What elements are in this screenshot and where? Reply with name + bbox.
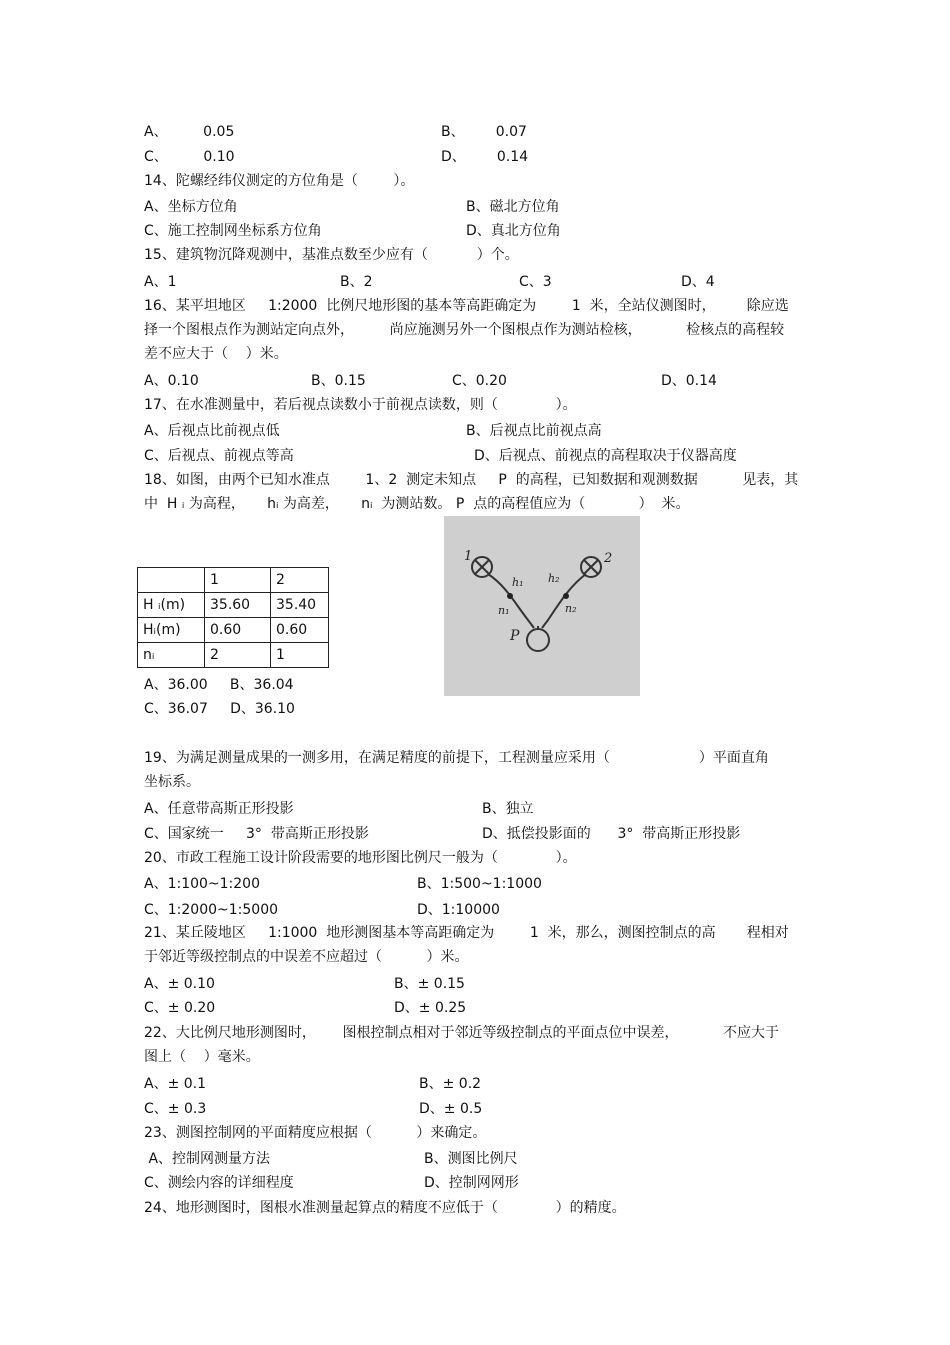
text-line: A、 0.05 — [144, 124, 235, 140]
text-line: D、真北方位角 — [466, 223, 561, 239]
text-line: 21、某丘陵地区 1:1000 地形测图基本等高距确定为 1 米，那么，测图控制点的高 程相对 — [144, 925, 789, 941]
text-line: B、独立 — [482, 801, 534, 817]
text-line: 中 H ᵢ 为高程， hᵢ 为高差， nᵢ 为测站数。 P 点的高程值应为（ ） 米。 — [144, 496, 690, 512]
table-cell: 0.60 — [205, 618, 271, 643]
leveling-route-figure — [444, 516, 640, 696]
table-cell: 35.60 — [205, 593, 271, 618]
text-line: C、测绘内容的详细程度 — [144, 1175, 294, 1191]
label-h2: h₂ — [548, 572, 560, 585]
table-cell: nᵢ — [138, 643, 205, 668]
text-line: D、控制网网形 — [424, 1175, 519, 1191]
text-line: C、后视点、前视点等高 — [144, 448, 294, 464]
benchmark-1-icon — [472, 557, 492, 577]
text-line: 14、陀螺经纬仪测定的方位角是（ ）。 — [144, 173, 415, 189]
text-line: C、3 — [519, 274, 552, 290]
text-line: B、磁北方位角 — [466, 199, 560, 215]
text-line: 20、市政工程施工设计阶段需要的地形图比例尺一般为（ ）。 — [144, 850, 577, 866]
label-2: 2 — [604, 551, 613, 566]
text-line: 22、大比例尺地形测图时， 图根控制点相对于邻近等级控制点的平面点位中误差， 不应大于 — [144, 1025, 780, 1041]
text-line: C、± 0.3 — [144, 1101, 207, 1117]
text-line: C、0.20 — [452, 373, 507, 389]
table-cell: H ᵢ(m) — [138, 593, 205, 618]
table-header-row — [138, 568, 329, 593]
text-line: 17、在水准测量中，若后视点读数小于前视点读数，则（ ）。 — [144, 397, 577, 413]
table-row — [138, 618, 329, 643]
text-line: B、2 — [340, 274, 373, 290]
text-line: C、1:2000~1:5000 — [144, 902, 279, 918]
text-line: C、国家统一 3° 带高斯正形投影 — [144, 826, 369, 842]
text-line: A、± 0.1 — [144, 1076, 207, 1092]
text-line: A、任意带高斯正形投影 — [144, 801, 294, 817]
table-cell: 1 — [271, 643, 329, 668]
text-line: B、后视点比前视点高 — [466, 423, 602, 439]
text-line: B、测图比例尺 — [424, 1151, 518, 1167]
text-line: B、0.15 — [311, 373, 366, 389]
label-p: P — [510, 628, 520, 644]
text-line: 18、如图，由两个已知水准点 1、2 测定未知点 P 的高程，已知数据和观测数据 见表，其 — [144, 472, 799, 488]
table-row — [138, 593, 329, 618]
text-line: 差不应大于（ ）米。 — [144, 346, 288, 362]
label-h1: h₁ — [512, 576, 524, 589]
label-1: 1 — [464, 549, 473, 564]
table-cell: Hᵢ(m) — [138, 618, 205, 643]
text-line: A、36.00 B、36.04 — [144, 677, 294, 693]
benchmark-2-icon — [581, 557, 601, 577]
text-line: A、控制网测量方法 — [144, 1151, 271, 1167]
text-line: B、± 0.2 — [419, 1076, 482, 1092]
text-line: 坐标系。 — [144, 774, 200, 790]
table-row — [138, 643, 329, 668]
label-n2: n₂ — [565, 602, 577, 615]
text-line: A、1:100~1:200 — [144, 876, 260, 892]
text-line: 19、为满足测量成果的一测多用，在满足精度的前提下，工程测量应采用（ ）平面直角 — [144, 750, 769, 766]
text-line: D、± 0.5 — [419, 1101, 483, 1117]
table-cell: 35.40 — [271, 593, 329, 618]
text-line: A、± 0.10 — [144, 976, 215, 992]
text-line: A、后视点比前视点低 — [144, 423, 280, 439]
text-line: D、4 — [681, 274, 715, 290]
text-line: D、 0.14 — [441, 149, 529, 165]
text-line: 23、测图控制网的平面精度应根据（ ）来确定。 — [144, 1125, 487, 1141]
table-cell — [138, 568, 205, 593]
data-table — [137, 567, 329, 668]
text-line: D、后视点、前视点的高程取决于仪器高度 — [474, 448, 737, 464]
text-line: C、施工控制网坐标系方位角 — [144, 223, 322, 239]
table-cell: 1 — [205, 568, 271, 593]
text-line: D、± 0.25 — [394, 1000, 467, 1016]
text-line: D、0.14 — [661, 373, 717, 389]
text-line: A、坐标方位角 — [144, 199, 238, 215]
text-line: 图上（ ）毫米。 — [144, 1049, 260, 1065]
text-line: 于邻近等级控制点的中误差不应超过（ ）米。 — [144, 949, 469, 965]
text-line: A、1 — [144, 274, 177, 290]
table-cell: 2 — [271, 568, 329, 593]
text-line: D、抵偿投影面的 3° 带高斯正形投影 — [482, 826, 741, 842]
table-cell: 2 — [205, 643, 271, 668]
text-line: B、 0.07 — [441, 124, 527, 140]
text-line: C、± 0.20 — [144, 1000, 216, 1016]
text-line: A、0.10 — [144, 373, 199, 389]
text-line: B、± 0.15 — [394, 976, 465, 992]
text-line: C、 0.10 — [144, 149, 235, 165]
label-n1: n₁ — [498, 604, 510, 617]
text-line: 16、某平坦地区 1:2000 比例尺地形图的基本等高距确定为 1 米，全站仪测图时， 除应选 — [144, 298, 789, 314]
text-line: 择一个图根点作为测站定向点外， 尚应施测另外一个图根点作为测站检核， 检核点的高程较 — [144, 322, 785, 338]
text-line: C、36.07 D、36.10 — [144, 701, 295, 717]
text-line: 15、建筑物沉降观测中，基准点数至少应有（ ）个。 — [144, 247, 519, 263]
point-p-icon — [527, 629, 549, 651]
leveling-diagram — [444, 516, 640, 696]
text-line: 24、地形测图时，图根水准测量起算点的精度不应低于（ ）的精度。 — [144, 1200, 626, 1216]
table-cell: 0.60 — [271, 618, 329, 643]
text-line: D、1:10000 — [417, 902, 500, 918]
text-line: B、1:500~1:1000 — [417, 876, 542, 892]
